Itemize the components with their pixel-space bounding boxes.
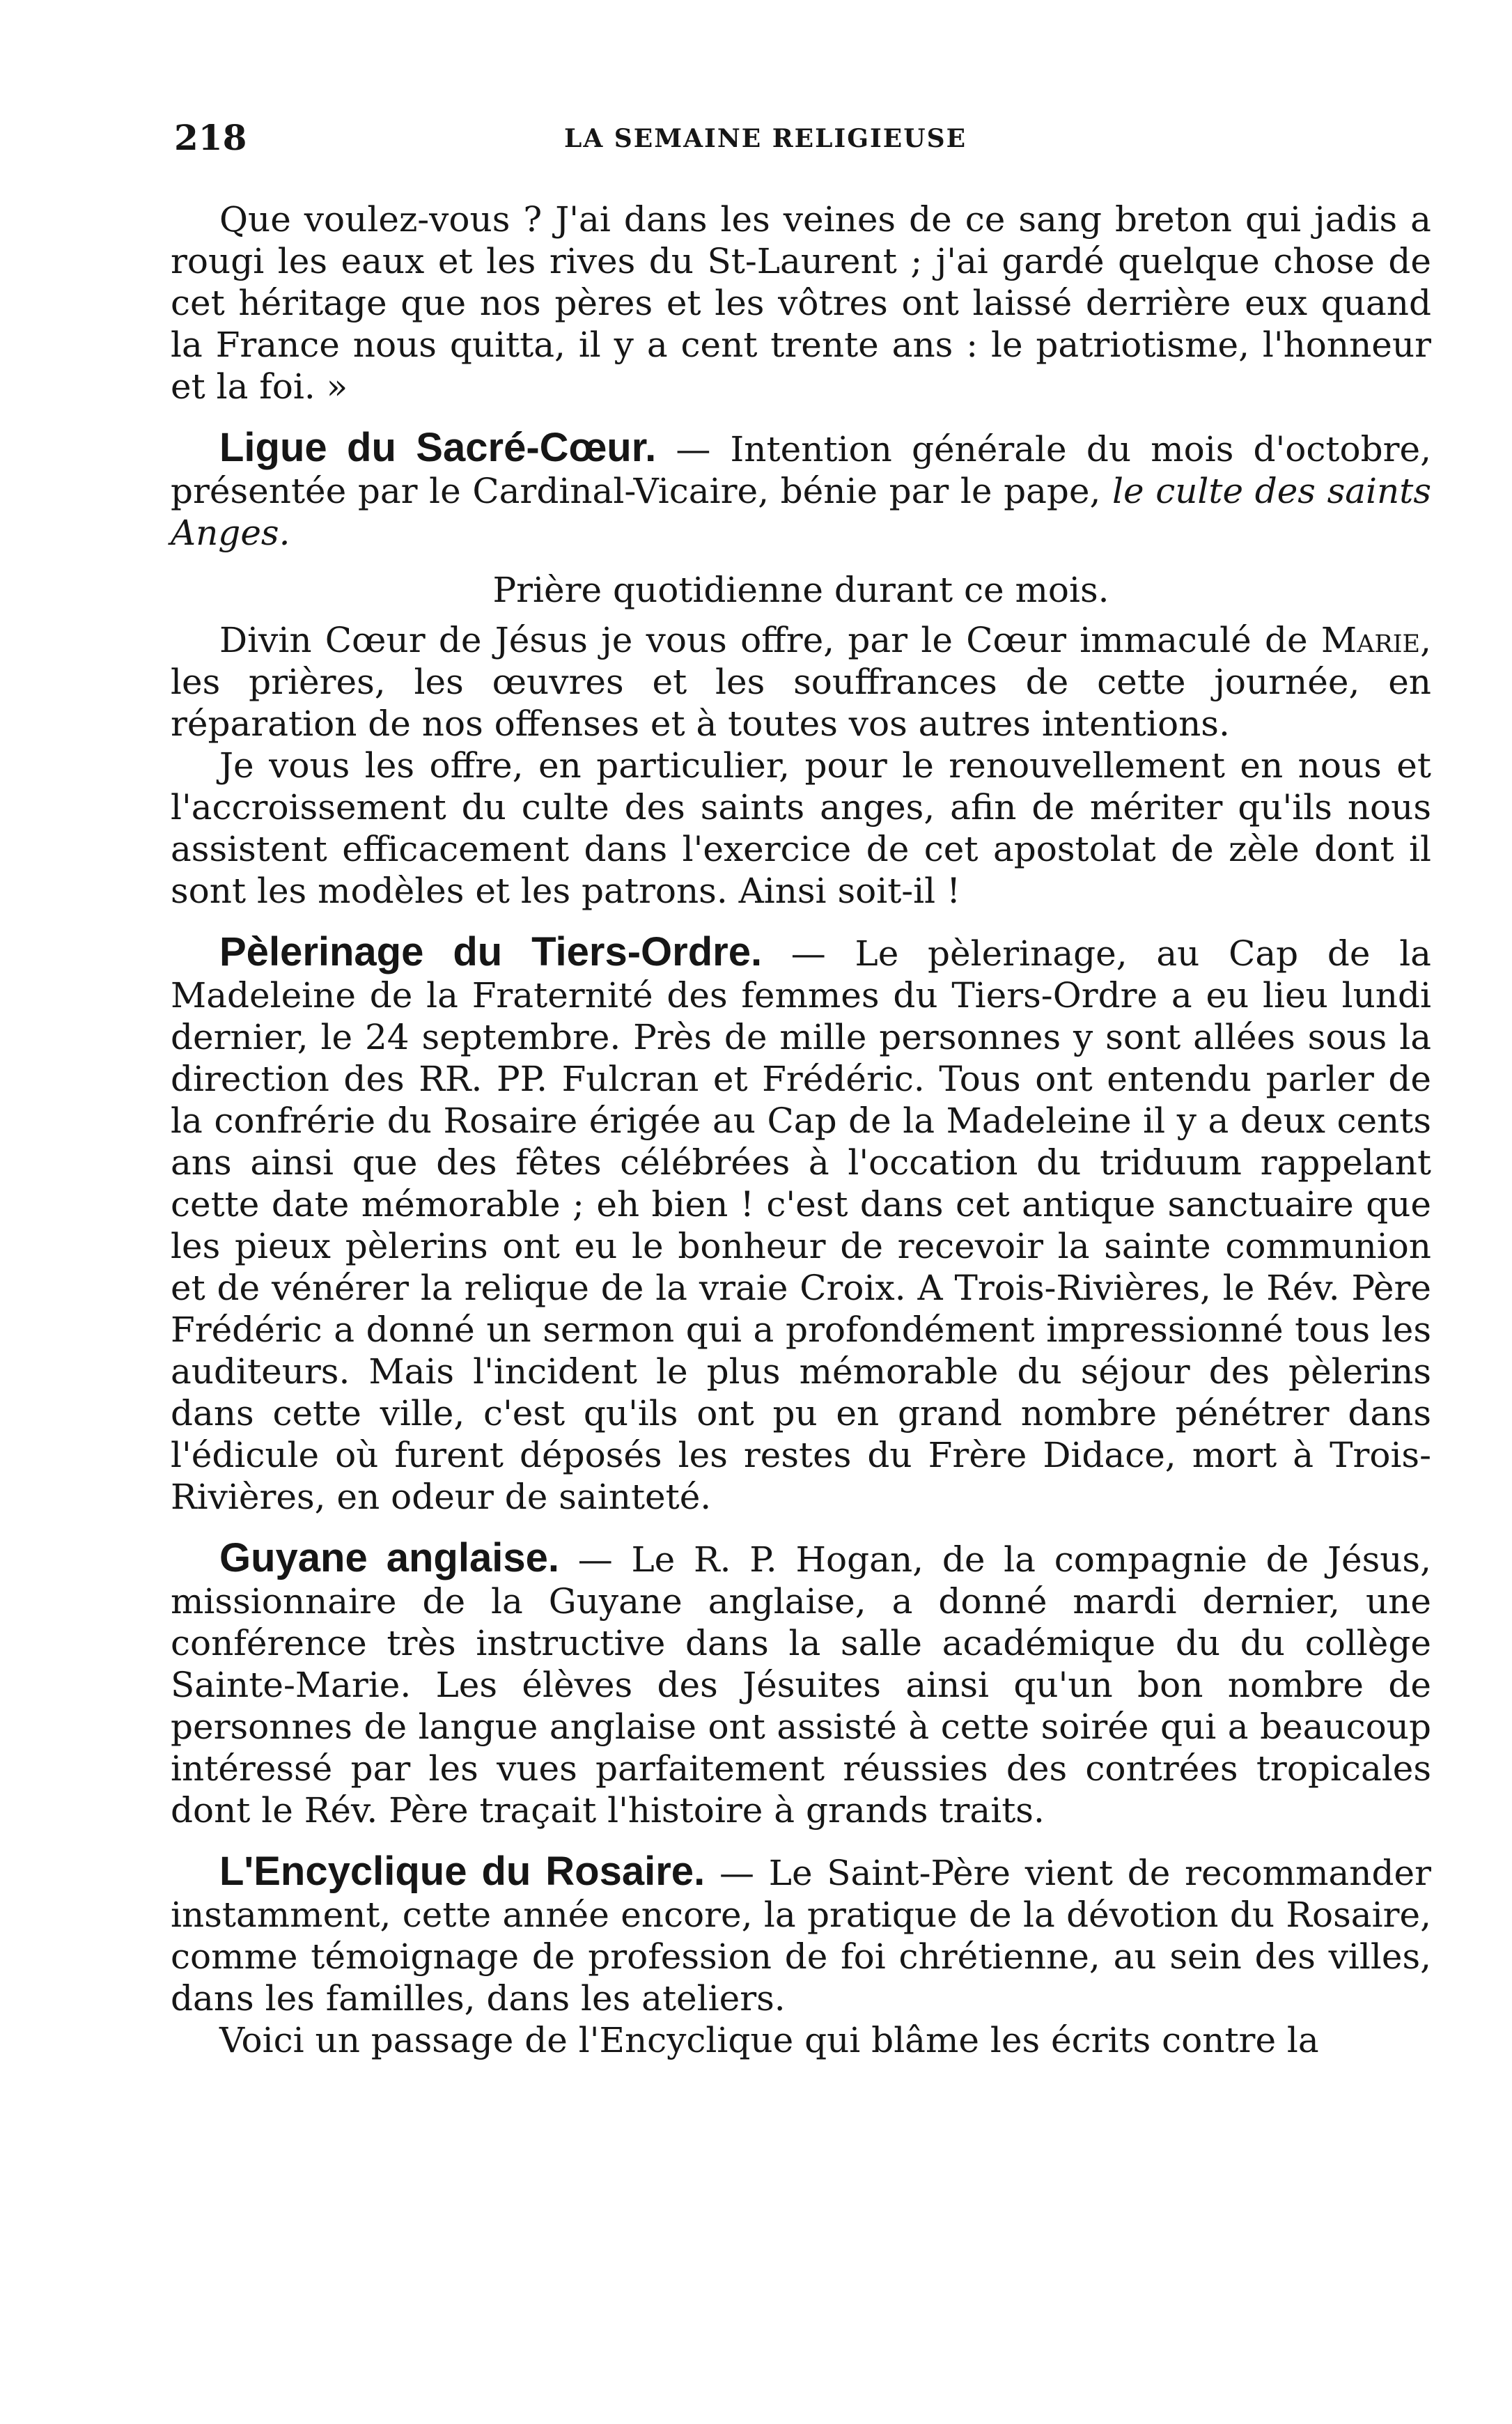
- paragraph-last: Voici un passage de l'Encyclique qui blâme les écrits contre la: [219, 2020, 1319, 2060]
- priere-1-end: , les prières, les œuvres et les souffrances de cette journée, en réparation de nos offenses et à toutes vos autres intentions.: [171, 620, 1431, 744]
- heading-guyane-anglaise: Guyane anglaise.: [219, 1535, 559, 1580]
- paragraph-priere-1: [171, 619, 1431, 745]
- paragraph-guyane: [171, 1537, 1431, 1831]
- body-text: [171, 199, 1431, 2061]
- paragraph-ligue: [171, 427, 1431, 554]
- priere-1-start: Divin Cœur de Jésus je vous offre, par le Cœur immaculé de: [219, 620, 1321, 660]
- ligue-text: — Intention générale du mois d'octobre, présentée par le Cardinal-Vicaire, bénie par le pape,: [171, 429, 1431, 511]
- pelerinage-text: — Le pèlerinage, au Cap de la Madeleine de la Fraternité des femmes du Tiers-Ordre a eu lieu lundi dernier, le 24 septembre. Près de mille personnes y sont allées sous la direction des RR. PP. Fulcran et Frédéric. Tous ont entendu parler de la confrérie du Rosaire érigée au Cap de la Madeleine il y a deux cents ans ainsi que des fêtes célébrées à l'occation du triduum rappelant cette date mémorable ; eh bien ! c'est dans cet antique sanctuaire que les pieux pèlerins ont eu le bonheur de recevoir la sainte communion et de vénérer la relique de la vraie Croix. A Trois-Rivières, le Rév. Père Frédéric a donné un sermon qui a profondément impressionné tous les auditeurs. Mais l'incident le plus mémorable du séjour des pèlerins dans cette ville, c'est qu'ils ont pu en grand nombre pénétrer dans l'édicule où furent déposés les restes du Frère Didace, mort à Trois-Rivières, en odeur de sainteté.: [171, 933, 1431, 1517]
- encyclique-text: — Le Saint-Père vient de recommander instamment, cette année encore, la pratique de la dévotion du Rosaire, comme témoignage de profession de foi chrétienne, au sein des villes, dans les familles, dans les ateliers.: [171, 1853, 1431, 2019]
- heading-ligue-sacre-coeur: Ligue du Sacré-Cœur.: [219, 425, 657, 470]
- running-title: LA SEMAINE RELIGIEUSE: [564, 124, 967, 153]
- priere-title: Prière quotidienne durant ce mois.: [492, 570, 1109, 610]
- paragraph-pelerinage: [171, 931, 1431, 1518]
- page-number: 218: [174, 117, 247, 158]
- paragraph-patriotisme: Que voulez-vous ? J'ai dans les veines de ce sang breton qui jadis a rougi les eaux et les rives du St-Laurent ; j'ai gardé quelque chose de cet héritage que nos pères et les vôtres ont laissé derrière eux quand la France nous quitta, il y a cent trente ans : le patriotisme, l'honneur et la foi. »: [171, 199, 1431, 407]
- paragraph-priere-2: Je vous les offre, en particulier, pour le renouvellement en nous et l'accroissement du culte des saints anges, afin de mériter qu'ils nous assistent efficacement dans l'exercice de cet apostolat de zèle dont il sont les modèles et les patrons. Ainsi soit-il !: [171, 745, 1431, 911]
- heading-encyclique-rosaire: L'Encyclique du Rosaire.: [219, 1849, 706, 1894]
- guyane-text: — Le R. P. Hogan, de la compagnie de Jésus, missionnaire de la Guyane anglaise, a donné mardi dernier, une conférence très instructive dans la salle académique du du collège Sainte-Marie. Les élèves des Jésuites ainsi qu'un bon nombre de personnes de langue anglaise ont assisté à cette soirée qui a beaucoup intéressé par les vues parfaitement réussies des contrées tropicales dont le Rév. Père traçait l'histoire à grands traits.: [171, 1539, 1431, 1831]
- ligue-emphasis: le culte des saints Anges.: [171, 471, 1431, 553]
- priere-1-marie: Marie: [1320, 620, 1421, 660]
- page-header: [174, 117, 1428, 166]
- heading-pelerinage-tiers-ordre: Pèlerinage du Tiers-Ordre.: [219, 929, 763, 974]
- paragraph-encyclique: [171, 1851, 1431, 2019]
